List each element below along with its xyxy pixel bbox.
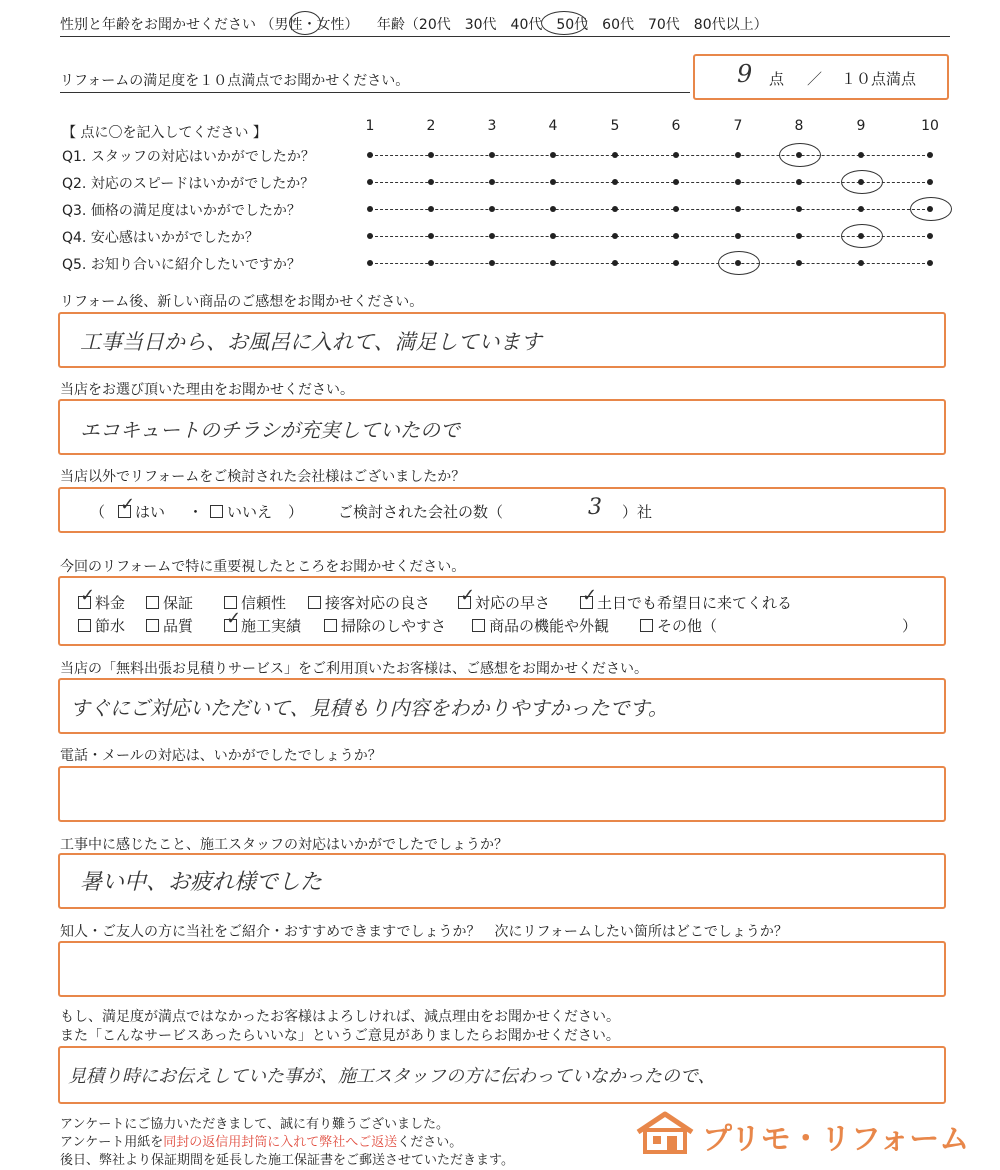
satisfaction-rule (60, 92, 690, 93)
rating-selected-circle (718, 251, 760, 275)
rating-option-dot[interactable] (550, 233, 556, 239)
rating-option-dot[interactable] (550, 152, 556, 158)
other-company-yes[interactable] (118, 494, 166, 522)
rating-option-dot[interactable] (489, 206, 495, 212)
rating-scale-number: 4 (548, 118, 558, 134)
rating-scale-number: 10 (921, 118, 939, 134)
priority-option-checkbox[interactable] (640, 619, 653, 632)
impression-answer: 工事当日から、お風呂に入れて、満足しています (80, 330, 542, 354)
other-company-yes-checkbox[interactable] (118, 494, 136, 518)
priority-option[interactable] (146, 592, 193, 613)
rating-option-dot[interactable] (367, 260, 373, 266)
rating-selected-circle (910, 197, 952, 221)
rating-option-dot[interactable] (489, 233, 495, 239)
rating-option-dot[interactable] (673, 206, 679, 212)
check-mark-icon: ✓ (226, 608, 242, 629)
priority-option-label: 信頼性 (241, 594, 287, 612)
rating-option-dot[interactable] (673, 179, 679, 185)
rating-option-dot[interactable] (927, 152, 933, 158)
rating-option-dot[interactable] (673, 233, 679, 239)
rating-option-dot[interactable] (550, 206, 556, 212)
rating-option-dot[interactable] (735, 152, 741, 158)
priority-option-checkbox[interactable] (324, 619, 337, 632)
priority-other-close-paren: ） (902, 617, 918, 635)
satisfaction-score-box[interactable] (693, 54, 949, 100)
header-rule (60, 36, 950, 37)
rating-selected-circle (779, 143, 821, 167)
rating-option-dot[interactable] (735, 233, 741, 239)
rating-option-dot[interactable] (428, 152, 434, 158)
priority-option-checkbox[interactable] (224, 608, 242, 632)
house-logo-icon (634, 1110, 696, 1154)
staff-answer-box[interactable] (58, 853, 946, 909)
rating-question-label: Q2. 対応のスピードはいかがでしたか？ (62, 176, 315, 192)
rating-option-dot[interactable] (735, 179, 741, 185)
rating-option-dot[interactable] (927, 179, 933, 185)
rating-option-dot[interactable] (612, 152, 618, 158)
rating-option-dot[interactable] (489, 152, 495, 158)
other-company-dot: ・ (188, 503, 204, 521)
priority-option-checkbox[interactable] (78, 585, 96, 609)
priority-option-checkbox[interactable] (580, 585, 598, 609)
staff-answer: 暑い中、お疲れ様でした (80, 870, 323, 895)
rating-option-dot[interactable] (367, 233, 373, 239)
rating-option-dot[interactable] (858, 260, 864, 266)
satisfaction-separator: ／ (807, 70, 823, 88)
recommend-answer-box[interactable] (58, 941, 946, 997)
rating-scale-number: 1 (365, 118, 375, 134)
priority-option-checkbox[interactable] (146, 596, 159, 609)
rating-selected-circle (841, 224, 883, 248)
priority-option-checkbox[interactable] (458, 585, 476, 609)
rating-option-dot[interactable] (612, 206, 618, 212)
rating-option-dot[interactable] (428, 206, 434, 212)
contact-answer-box[interactable] (58, 766, 946, 822)
other-company-close-paren: ） (288, 503, 304, 521)
rating-option-dot[interactable] (858, 206, 864, 212)
deduction-answer-box[interactable] (58, 1046, 946, 1104)
estimate-question: 当店の「無料出張お見積りサービス」をご利用頂いたお客様は、ご感想をお聞かせください。 (60, 661, 648, 677)
rating-scale-number: 5 (610, 118, 620, 134)
priority-option-label: 施工実績 (241, 617, 302, 635)
company-logo (634, 1108, 970, 1158)
priority-option-label: 保証 (163, 594, 194, 612)
gender-circle-mark (289, 11, 321, 35)
satisfaction-max: １０点満点 (841, 70, 917, 88)
priority-option-label: 品質 (163, 617, 194, 635)
estimate-answer-box[interactable] (58, 678, 946, 734)
rating-option-dot[interactable] (367, 179, 373, 185)
rating-option-dot[interactable] (367, 152, 373, 158)
priority-option-label: その他（ (657, 617, 718, 635)
priority-option[interactable] (458, 585, 551, 613)
rating-scale-number: 2 (426, 118, 436, 134)
rating-question-label: Q5. お知り合いに紹介したいですか？ (62, 257, 301, 273)
other-company-no-checkbox[interactable] (210, 505, 223, 518)
priority-option-label: 接客対応の良さ (325, 594, 431, 612)
rating-option-dot[interactable] (796, 260, 802, 266)
priority-option-checkbox[interactable] (146, 619, 159, 632)
priority-option-checkbox[interactable] (78, 619, 91, 632)
other-company-box[interactable] (58, 487, 946, 533)
priority-option[interactable] (324, 615, 446, 636)
rating-option-dot[interactable] (612, 260, 618, 266)
rating-option-dot[interactable] (489, 179, 495, 185)
priority-option[interactable] (640, 615, 717, 636)
rating-option-dot[interactable] (735, 206, 741, 212)
priority-option-label: 掃除のしやすさ (341, 617, 447, 635)
priority-option[interactable] (78, 585, 126, 613)
rating-option-dot[interactable] (550, 179, 556, 185)
priority-option[interactable] (78, 615, 125, 636)
rating-scale-number: 6 (671, 118, 681, 134)
priority-option-checkbox[interactable] (472, 619, 485, 632)
reason-question: 当店をお選び頂いた理由をお聞かせください。 (60, 382, 354, 398)
reason-answer-box[interactable] (58, 399, 946, 455)
priority-option-label: 料金 (95, 594, 126, 612)
check-mark-icon: ✓ (460, 585, 476, 606)
rating-option-dot[interactable] (428, 179, 434, 185)
estimate-answer: すぐにご対応いただいて、見積もり内容をわかりやすかったです。 (70, 696, 668, 720)
satisfaction-unit: 点 (769, 70, 785, 88)
priority-option[interactable] (472, 615, 609, 636)
check-mark-icon: ✓ (120, 494, 136, 515)
other-company-count-suffix: ）社 (622, 503, 653, 521)
reason-answer: エコキュートのチラシが充実していたので (80, 418, 460, 442)
rating-option-dot[interactable] (367, 206, 373, 212)
rating-question-label: Q3. 価格の満足度はいかがでしたか？ (62, 203, 301, 219)
rating-scale-number: 7 (733, 118, 743, 134)
company-logo-text: プリモ・リフォーム (702, 1123, 970, 1156)
priority-option-label: 対応の早さ (475, 594, 551, 612)
priority-question: 今回のリフォームで特に重要視したところをお聞かせください。 (60, 559, 466, 575)
footer-return-text-a: アンケート用紙を (60, 1135, 164, 1150)
priority-option-checkbox[interactable] (308, 596, 321, 609)
satisfaction-question: リフォームの満足度を１０点満点でお聞かせください。 (60, 73, 410, 89)
rating-question-label: Q1. スタッフの対応はいかがでしたか？ (62, 149, 315, 165)
ratings-instruction: 【 点に〇を記入してください 】 (62, 125, 267, 141)
gender-age-label (60, 14, 768, 34)
rating-option-dot[interactable] (673, 260, 679, 266)
priority-options-box[interactable] (58, 576, 946, 646)
rating-option-dot[interactable] (673, 152, 679, 158)
priority-option[interactable] (580, 585, 793, 613)
deduction-question-1: もし、満足度が満点ではなかったお客様はよろしければ、減点理由をお聞かせください。 (60, 1009, 620, 1025)
footer-thanks: アンケートにご協力いただきまして、誠に有り難うございました。 (60, 1117, 449, 1132)
deduction-question-2: また「こんなサービスあったらいいな」というご意見がありましたらお聞かせください。 (60, 1028, 620, 1044)
age-circle-mark (541, 11, 587, 35)
rating-option-dot[interactable] (612, 233, 618, 239)
rating-option-dot[interactable] (796, 233, 802, 239)
other-company-count-label: ご検討された会社の数（ (338, 503, 504, 521)
rating-option-dot[interactable] (489, 260, 495, 266)
rating-option-dot[interactable] (796, 206, 802, 212)
other-company-yes-label: はい (135, 503, 166, 521)
rating-option-dot[interactable] (612, 179, 618, 185)
footer-return-text-b: ください。 (397, 1135, 463, 1150)
contact-question: 電話・メールの対応は、いかがでしたでしょうか？ (60, 748, 382, 764)
gender-age-text: 性別と年齢をお聞かせください (60, 17, 256, 33)
priority-option[interactable] (146, 615, 193, 636)
deduction-answer: 見積り時にお伝えしていた事が、施工スタッフの方に伝わっていなかったので、 (68, 1066, 716, 1087)
rating-scale-line (370, 263, 930, 264)
other-company-no[interactable] (210, 501, 272, 522)
gender-options: （男性・女性） (260, 17, 359, 33)
rating-scale-number: 8 (794, 118, 804, 134)
rating-scale-line (370, 155, 930, 156)
rating-option-dot[interactable] (796, 179, 802, 185)
check-mark-icon: ✓ (582, 585, 598, 606)
rating-scale-number: 3 (487, 118, 497, 134)
other-company-no-label: いいえ (227, 503, 273, 521)
other-company-open-paren: （ (90, 503, 106, 521)
impression-answer-box[interactable] (58, 312, 946, 368)
priority-option[interactable] (224, 608, 302, 636)
rating-option-dot[interactable] (927, 260, 933, 266)
other-company-count-value: 3 (588, 495, 602, 520)
rating-option-dot[interactable] (858, 152, 864, 158)
priority-option-label: 商品の機能や外観 (489, 617, 610, 635)
recommend-question: 知人・ご友人の方に当社をご紹介・おすすめできますでしょうか？ 次にリフォームしたい箇所はどこでしょうか？ (60, 924, 788, 940)
priority-option-label: 土日でも希望日に来てくれる (597, 594, 793, 612)
check-mark-icon: ✓ (80, 585, 96, 606)
other-company-question: 当店以外でリフォームをご検討された会社様はございましたか？ (60, 469, 466, 485)
footer-return-note (60, 1131, 462, 1150)
rating-scale-number: 9 (856, 118, 866, 134)
satisfaction-answer: 9 (737, 60, 753, 88)
rating-question-label: Q4. 安心感はいかがでしたか？ (62, 230, 259, 246)
rating-option-dot[interactable] (550, 260, 556, 266)
staff-question: 工事中に感じたこと、施工スタッフの対応はいかがでしたでしょうか？ (60, 837, 508, 853)
age-options: 年齢（20代 30代 40代 50代 60代 70代 80代以上） (376, 17, 768, 33)
rating-scale-line (370, 209, 930, 210)
rating-selected-circle (841, 170, 883, 194)
footer-warranty-note: 後日、弊社より保証期間を延長した施工保証書をご郵送させていただきます。 (60, 1153, 514, 1168)
priority-option-label: 節水 (95, 617, 126, 635)
rating-option-dot[interactable] (428, 233, 434, 239)
rating-option-dot[interactable] (927, 233, 933, 239)
priority-option[interactable] (308, 592, 430, 613)
footer-return-text-red: 同封の返信用封筒に入れて弊社へご返送 (163, 1135, 398, 1150)
impression-question: リフォーム後、新しい商品のご感想をお聞かせください。 (60, 294, 424, 310)
rating-option-dot[interactable] (428, 260, 434, 266)
